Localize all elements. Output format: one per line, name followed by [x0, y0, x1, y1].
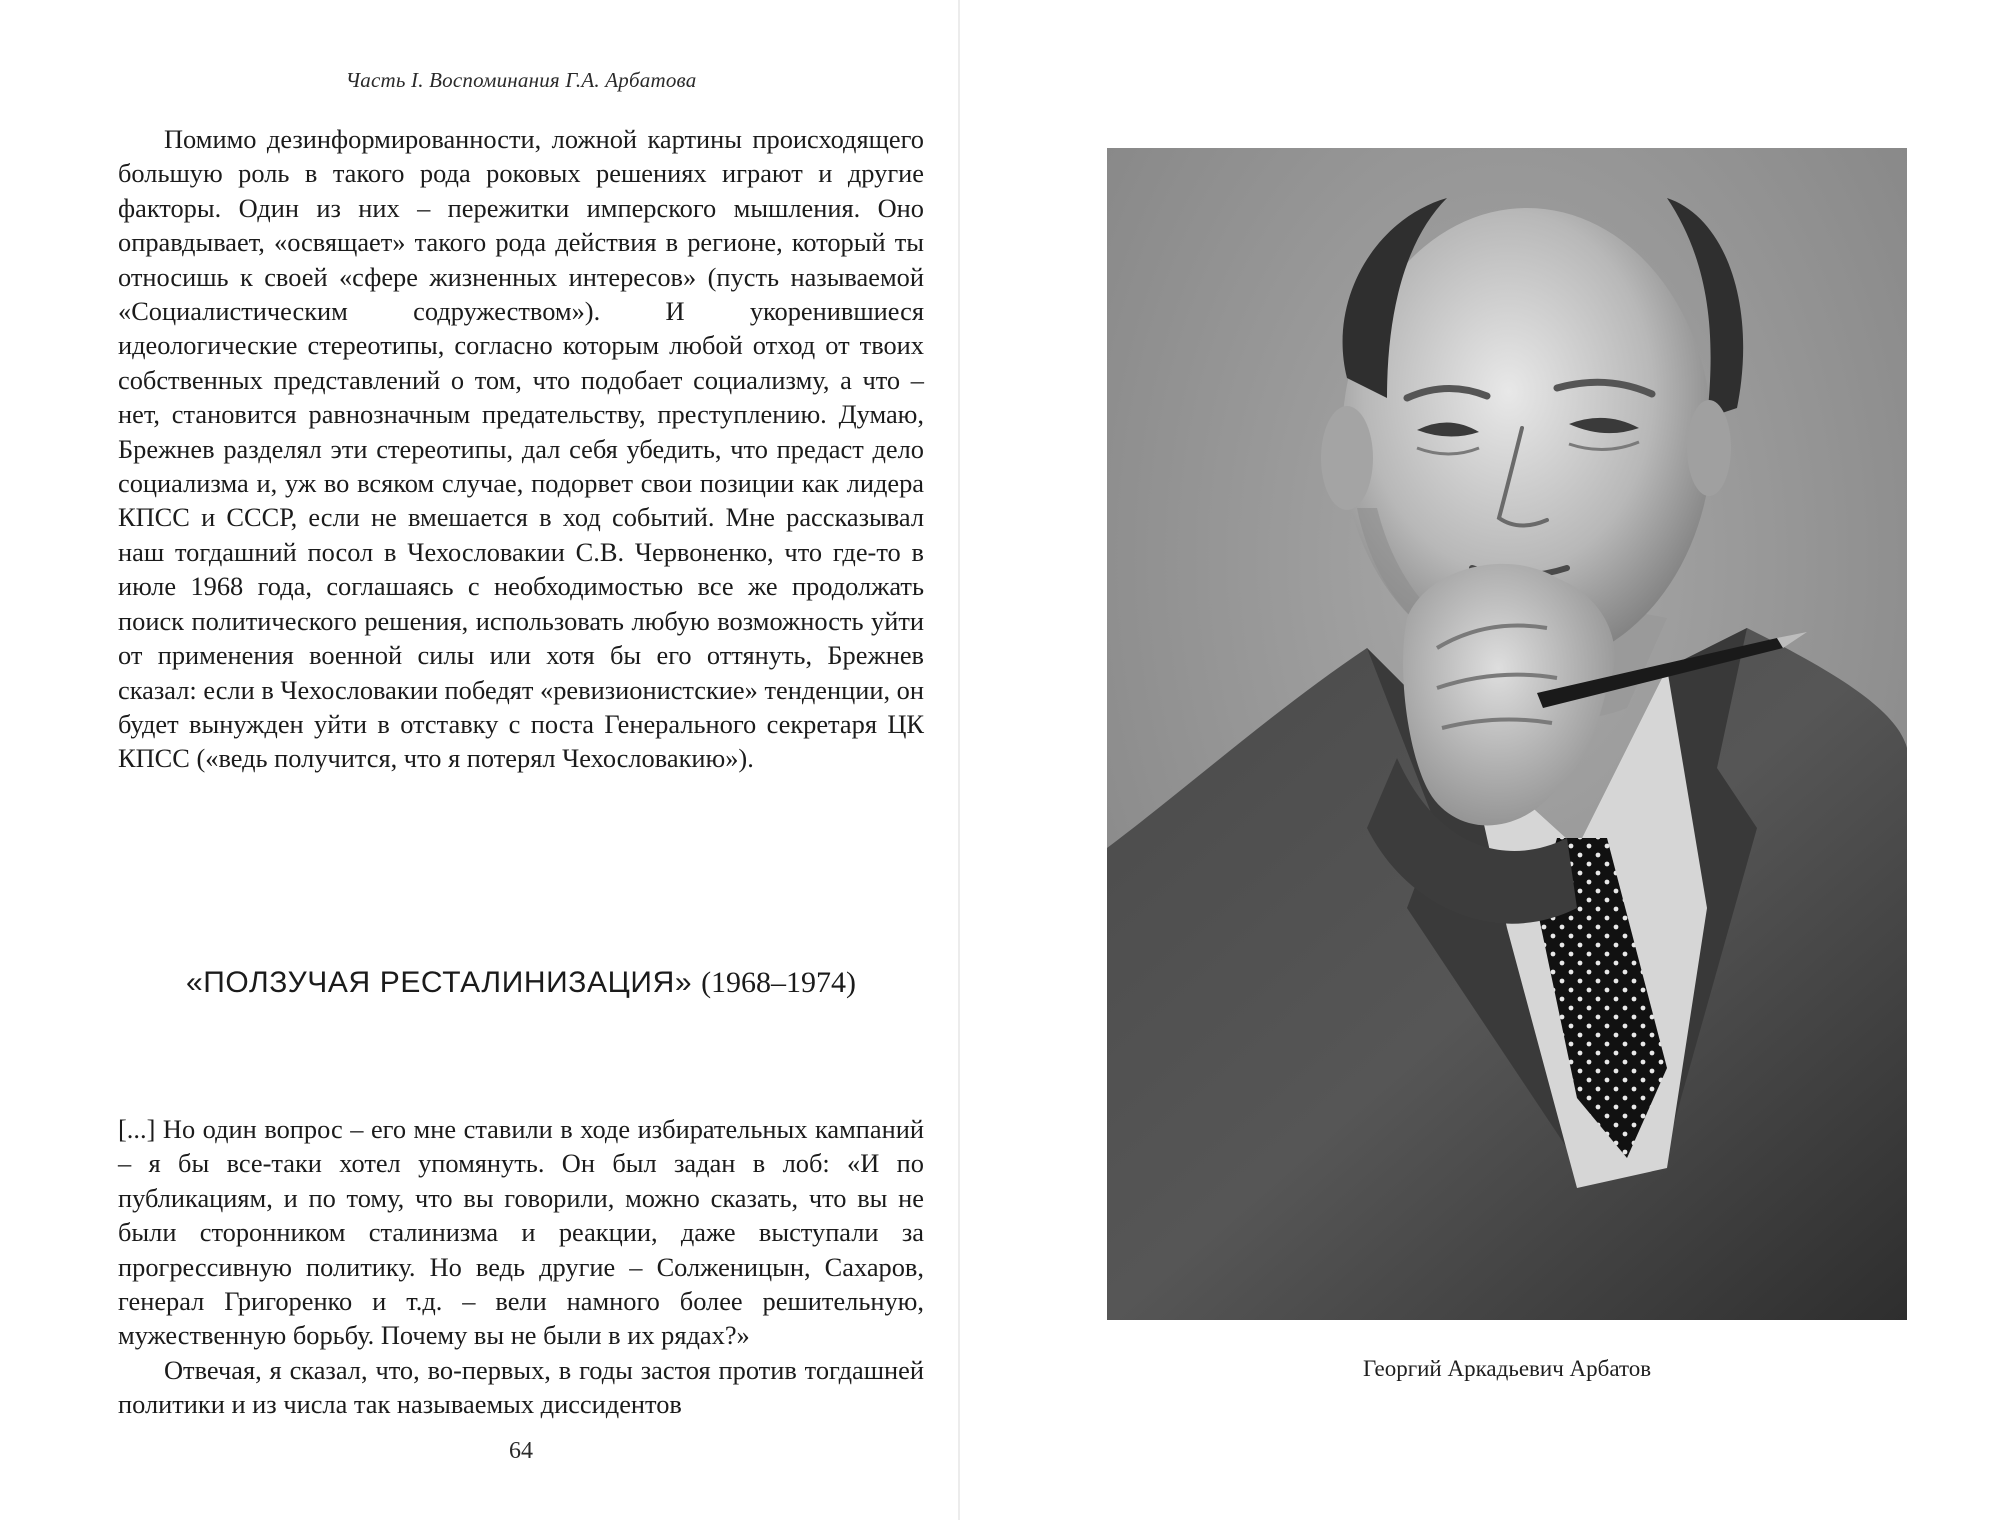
right-ear — [1687, 400, 1731, 496]
paragraph-2: [...] Но один вопрос – его мне ставили в ходе избирательных кампаний – я бы все-таки хотел упомянуть. Он был задан в лоб: «И по публикациям, и по тому, что вы говорили, можно сказать, что вы не были сторонником сталинизма и реакции, даже выступали за прогрессивную политику. Но ведь другие – Солженицын, Сахаров, генерал Григоренко и т.д. – вели намного более решительную, мужественную борьбу. Почему вы не были в их рядах?» — [118, 1114, 924, 1351]
portrait-photo — [1107, 148, 1907, 1320]
left-page — [118, 60, 924, 1500]
portrait-illustration — [1107, 148, 1907, 1320]
section-heading — [118, 966, 924, 1000]
book-gutter — [958, 0, 960, 1520]
text-block-1 — [118, 122, 924, 776]
text-block-2 — [118, 1112, 924, 1422]
paragraph-1: Помимо дезинформированности, ложной картины происходящего большую роль в такого рода роковых решениях играют и другие факторы. Один из них – пережитки имперского мышления. Оно оправдывает, «освящает» такого рода действия в регионе, который ты относишь к своей «сфере жизненных интересов» (пусть называемой «Социалистическим содружеством»). И укоренившиеся идеологические стереотипы, согласно которым любой отход от твоих собственных представлений о том, что подобает социализму, а что – нет, становится равнозначным предательству, преступлению. Думаю, Брежнев разделял эти стереотипы, дал себя убедить, что предаст дело социализма и, уж во всяком случае, подорвет свои позиции как лидера КПСС и СССР, если не вмешается в ход событий. Мне рассказывал наш тогдашний посол в Чехословакии С.В. Червоненко, что где-то в июле 1968 года, соглашаясь с необходимостью все же продолжать поиск политического решения, использовать любую возможность уйти от применения военной силы или хотя бы его оттянуть, Брежнев сказал: если в Чехословакии победят «ревизионистские» тенденции, он будет вынужден уйти в отставку с поста Генерального секретаря ЦК КПСС («ведь получится, что я потерял Чехословакию»). — [118, 124, 924, 774]
photo-caption: Георгий Аркадьевич Арбатов — [1362, 1356, 1652, 1381]
section-heading-title: «ПОЛЗУЧАЯ РЕСТАЛИНИЗАЦИЯ» — [185, 966, 693, 999]
page-number: 64 — [509, 1438, 533, 1464]
left-ear — [1321, 406, 1373, 510]
running-header: Часть I. Воспоминания Г.А. Арбатова — [345, 68, 697, 92]
section-heading-years: (1968–1974) — [701, 966, 857, 999]
paragraph-3: Отвечая, я сказал, что, во-первых, в годы застоя против тогдашней политики и из числа так называемых диссидентов — [118, 1354, 924, 1420]
